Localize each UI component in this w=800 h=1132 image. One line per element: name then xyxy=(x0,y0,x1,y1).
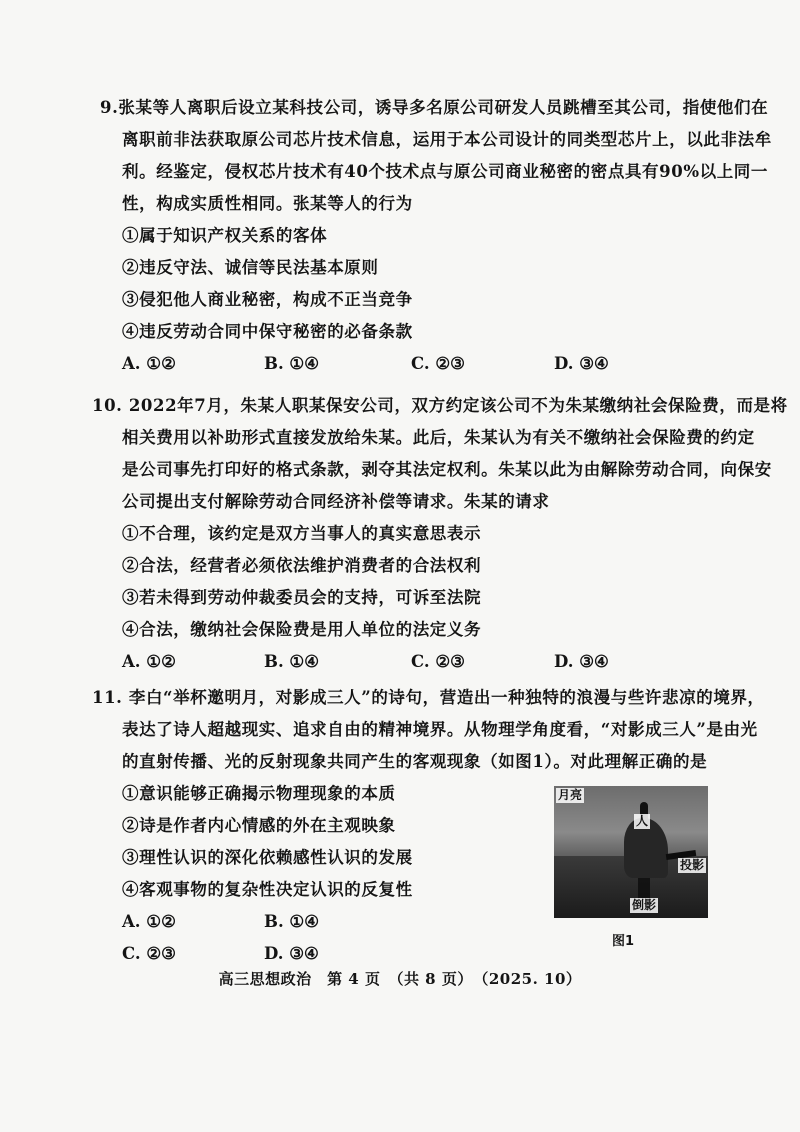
option-a[interactable]: A. ①② xyxy=(122,652,176,671)
question-11-stem-line: 11. 李白“举杯邀明月，对影成三人”的诗句，营造出一种独特的浪漫与些许悲凉的境界， xyxy=(92,688,765,707)
question-11-item-2: ②诗是作者内心情感的外在主观映象 xyxy=(122,816,396,835)
option-c[interactable]: C. ②③ xyxy=(411,652,465,671)
question-11-item-3: ③理性认识的深化依赖感性认识的发展 xyxy=(122,848,413,867)
option-c[interactable]: C. ②③ xyxy=(122,944,176,963)
figure-label-person: 人 xyxy=(636,814,649,828)
option-b[interactable]: B. ①④ xyxy=(264,912,320,931)
question-9-stem-line: 9.张某等人离职后设立某科技公司，诱导多名原公司研发人员跳槽至其公司，指使他们在 xyxy=(100,98,769,117)
figure-1-caption: 图1 xyxy=(612,934,635,949)
figure-label-moon: 月亮 xyxy=(558,788,583,802)
option-a[interactable]: A. ①② xyxy=(122,912,176,931)
page-footer: 高三思想政治 第 4 页 （共 8 页） （2025. 10） xyxy=(218,970,582,988)
question-9 xyxy=(100,92,772,380)
question-10-stem-line: 10. 2022年7月，朱某人职某保安公司，双方约定该公司不为朱某缴纳社会保险费，而是将 xyxy=(92,396,788,415)
figure-1-image xyxy=(554,786,708,918)
option-a[interactable]: A. ①② xyxy=(122,354,176,373)
question-10-stem-line: 公司提出支付解除劳动合同经济补偿等请求。朱某的请求 xyxy=(122,492,550,511)
question-11-item-4: ④客观事物的复杂性决定认识的反复性 xyxy=(122,880,413,899)
option-b[interactable]: B. ①④ xyxy=(264,354,320,373)
figure-label-shadow: 投影 xyxy=(680,858,705,872)
question-9-item-4: ④违反劳动合同中保守秘密的必备条款 xyxy=(122,322,413,341)
question-11-stem-line: 表达了诗人超越现实、追求自由的精神境界。从物理学角度看，“对影成三人”是由光 xyxy=(122,720,758,739)
question-9-item-2: ②违反守法、诚信等民法基本原则 xyxy=(122,258,379,277)
question-11-item-1: ①意识能够正确揭示物理现象的本质 xyxy=(122,784,396,803)
question-10-stem-line: 相关费用以补助形式直接发放给朱某。此后，朱某认为有关不缴纳社会保险费的约定 xyxy=(122,428,755,447)
question-11-stem-line: 的直射传播、光的反射现象共同产生的客观现象（如图1）。对此理解正确的是 xyxy=(122,752,708,771)
option-b[interactable]: B. ①④ xyxy=(264,652,320,671)
option-d[interactable]: D. ③④ xyxy=(554,354,609,373)
question-9-stem-line: 离职前非法获取原公司芯片技术信息，运用于本公司设计的同类型芯片上，以此非法牟 xyxy=(122,130,772,149)
question-10 xyxy=(92,390,788,678)
question-10-item-3: ③若未得到劳动仲裁委员会的支持，可诉至法院 xyxy=(122,588,482,607)
question-9-item-1: ①属于知识产权关系的客体 xyxy=(122,226,328,245)
option-d[interactable]: D. ③④ xyxy=(554,652,609,671)
question-10-options xyxy=(100,646,710,678)
question-9-stem-line: 性，构成实质性相同。张某等人的行为 xyxy=(122,194,413,213)
option-d[interactable]: D. ③④ xyxy=(264,944,319,963)
question-10-item-2: ②合法，经营者必须依法维护消费者的合法权利 xyxy=(122,556,482,575)
question-10-item-1: ①不合理，该约定是双方当事人的真实意思表示 xyxy=(122,524,482,543)
question-9-stem-line: 利。经鉴定，侵权芯片技术有40个技术点与原公司商业秘密的密点具有90%以上同一 xyxy=(122,162,769,181)
figure-label-reflection: 倒影 xyxy=(632,898,657,912)
option-c[interactable]: C. ②③ xyxy=(411,354,465,373)
question-9-options xyxy=(100,348,710,380)
question-10-item-4: ④合法，缴纳社会保险费是用人单位的法定义务 xyxy=(122,620,482,639)
question-9-item-3: ③侵犯他人商业秘密，构成不正当竞争 xyxy=(122,290,413,309)
question-10-stem-line: 是公司事先打印好的格式条款，剥夺其法定权利。朱某以此为由解除劳动合同，向保安 xyxy=(122,460,772,479)
